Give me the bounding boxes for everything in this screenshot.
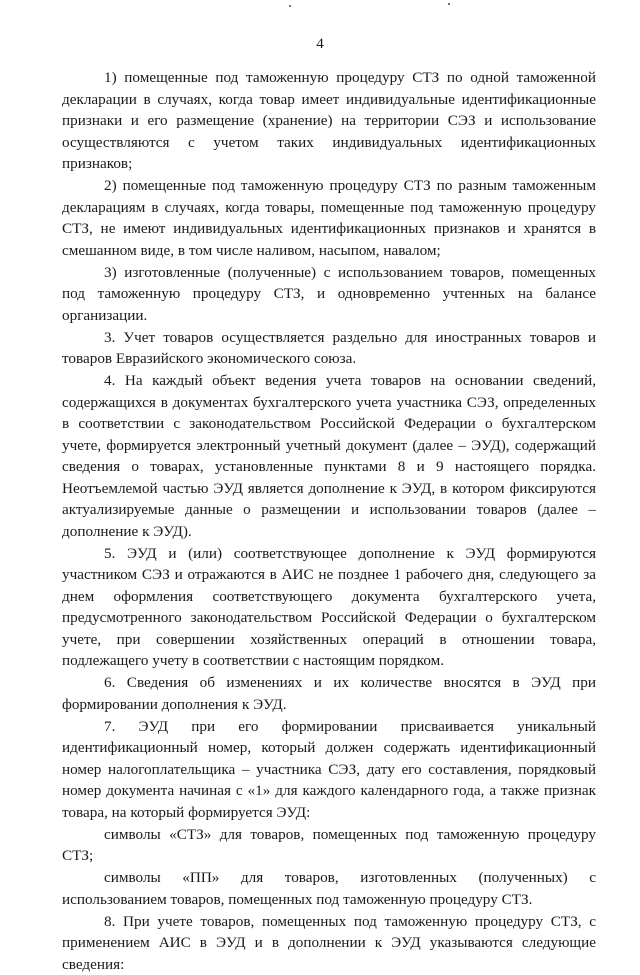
- scan-speck: [289, 5, 291, 7]
- paragraph: 5. ЭУД и (или) соответствующее дополнение к ЭУД формируются участником СЭЗ и отражаются в АИС не позднее 1 рабочего дня, следующего за днем оформления соответствующего документа бухгалтерского учета, предусмотренного законодательством Российской Федерации о бухгалтерском учете, при совершении хозяйственных операций в отношении товара, подлежащего учету в соответствии с настоящим порядком.: [62, 543, 596, 672]
- paragraph: 7. ЭУД при его формировании присваивается уникальный идентификационный номер, который должен содержать идентификационный номер налогоплательщика – участника СЭЗ, дату его составления, порядковый номер документа начиная с «1» для каждого календарного года, а также признак товара, на который формируется ЭУД:: [62, 716, 596, 824]
- paragraph: символы «ПП» для товаров, изготовленных (полученных) с использованием товаров, помещенных под таможенную процедуру СТЗ.: [62, 867, 596, 910]
- paragraph: 3) изготовленные (полученные) с использованием товаров, помещенных под таможенную процедуру СТЗ, и одновременно учтенных на балансе организации.: [62, 262, 596, 327]
- paragraph: 4. На каждый объект ведения учета товаров на основании сведений, содержащихся в документах бухгалтерского учета участника СЭЗ, определенных в соответствии с законодательством Российской Федерации о бухгалтерском учете, формируется электронный учетный документ (далее – ЭУД), содержащий сведения о товарах, установленные пунктами 8 и 9 настоящего порядка. Неотъемлемой частью ЭУД является дополнение к ЭУД, в котором фиксируются актуализируемые данные о размещении и использовании товаров (далее – дополнение к ЭУД).: [62, 370, 596, 542]
- scan-speck: [448, 3, 450, 5]
- paragraph: 2) помещенные под таможенную процедуру СТЗ по разным таможенным декларациям в случаях, когда товары, помещенные под таможенную процедуру СТЗ, не имеют индивидуальных идентификационных признаков и хранятся в смешанном виде, в том числе наливом, насыпом, навалом;: [62, 175, 596, 261]
- document-body: [62, 67, 596, 975]
- paragraph: символы «СТЗ» для товаров, помещенных под таможенную процедуру СТЗ;: [62, 824, 596, 867]
- paragraph: 3. Учет товаров осуществляется раздельно для иностранных товаров и товаров Евразийского экономического союза.: [62, 327, 596, 370]
- paragraph: 6. Сведения об изменениях и их количестве вносятся в ЭУД при формировании дополнения к ЭУД.: [62, 672, 596, 715]
- page-number: 4: [0, 36, 640, 53]
- paragraph: 1) помещенные под таможенную процедуру СТЗ по одной таможенной декларации в случаях, когда товар имеет индивидуальные идентификационные признаки и его размещение (хранение) на территории СЭЗ и использование осуществляются с учетом таких индивидуальных идентификационных признаков;: [62, 67, 596, 175]
- paragraph: 8. При учете товаров, помещенных под таможенную процедуру СТЗ, с применением АИС в ЭУД и в дополнении к ЭУД указываются следующие сведения:: [62, 911, 596, 975]
